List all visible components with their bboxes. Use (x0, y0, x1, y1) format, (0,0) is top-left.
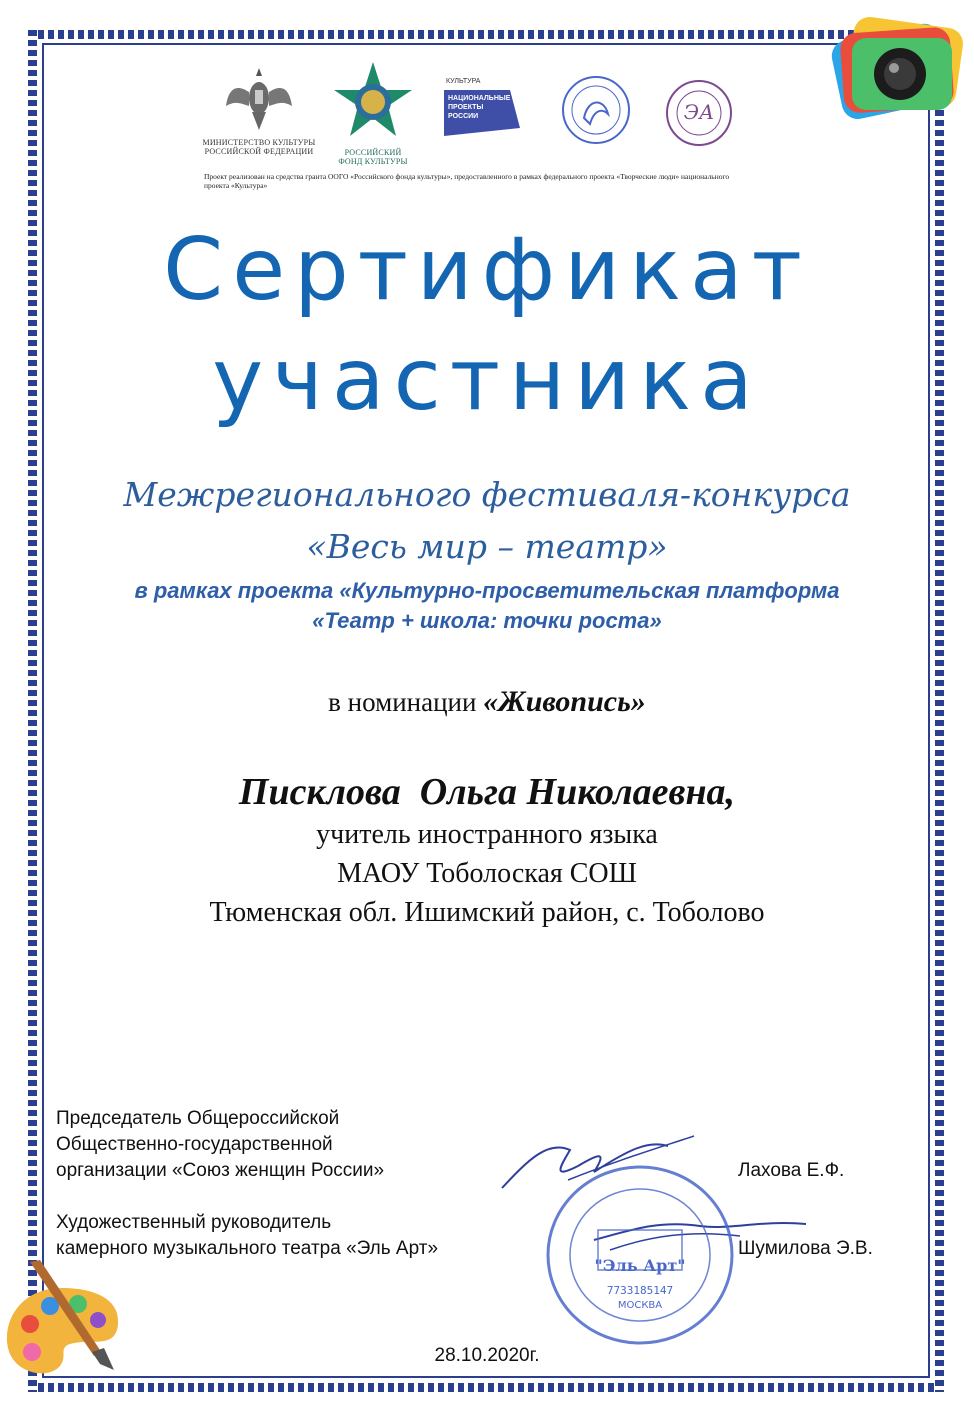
natproj-line3: ПРОЕКТЫ (448, 104, 484, 111)
stamp-center-text: "Эль Арт" (594, 1256, 686, 1275)
frame-inner-line (42, 1376, 930, 1378)
stamp-number: 7733185147 (606, 1284, 674, 1297)
issue-date: 28.10.2020г. (434, 1345, 540, 1366)
signer2-title-line: камерного музыкального театра «Эль Арт» (56, 1238, 439, 1259)
signer2-name: Шумилова Э.В. (738, 1238, 873, 1259)
certificate-title-line2: участника (212, 330, 762, 430)
grant-note: Проект реализован на средства гранта ООГО «Российского фонда культуры», предоставленного в рамках федерального проекта «Творческие люди» национального проекта «Культура» (204, 172, 730, 190)
signer1-title-line: Председатель Общероссийской (56, 1108, 340, 1129)
festival-line1: Межрегионального фестиваля-конкурса (123, 475, 851, 514)
natproj-line4: РОССИИ (448, 113, 479, 120)
nomination (0, 685, 974, 719)
natproj-line1: КУЛЬТУРА (446, 78, 481, 85)
recipient-school: МАОУ Тоболоская СОШ (337, 858, 637, 889)
theatre-monogram-seal (664, 78, 734, 148)
signer2-title-line: Художественный руководитель (56, 1212, 332, 1233)
recipient-location: Тюменская обл. Ишимский район, с. Тоболово (209, 897, 765, 928)
festival-line4: «Театр + школа: точки роста» (312, 608, 662, 633)
signer1-title-line: Общественно-государственной (56, 1134, 333, 1155)
stamp-city: МОСКВА (617, 1300, 663, 1311)
womens-union-seal-icon (560, 74, 632, 146)
signer2-title (56, 1210, 438, 1262)
national-projects-logo (440, 76, 524, 138)
fund-caption: РОССИЙСКИЙ ФОНД КУЛЬТУРЫ (338, 148, 408, 166)
theatre-monogram-text: ЭА (683, 100, 715, 124)
frame-bottom-border (28, 1383, 944, 1392)
nomination-name: «Живопись» (483, 685, 646, 718)
fund-star-emblem-icon (330, 60, 416, 146)
certificate-title-line1: Сертификат (163, 220, 811, 320)
ministry-caption: МИНИСТЕРСТВО КУЛЬТУРЫ РОССИЙСКОЙ ФЕДЕРАЦИИ (202, 138, 316, 156)
nomination-prefix: в номинации (328, 687, 477, 717)
signer1-title (56, 1106, 384, 1184)
eagle-emblem-icon (222, 62, 296, 136)
signer1-name: Лахова Е.Ф. (738, 1160, 845, 1181)
frame-inner-line (42, 43, 930, 45)
festival-line2: «Весь мир – театр» (306, 527, 668, 566)
natproj-line2: НАЦИОНАЛЬНЫЕ (448, 95, 511, 102)
frame-top-border (28, 30, 944, 39)
camera-app-icon (828, 12, 970, 130)
recipient-position: учитель иностранного языка (316, 819, 658, 850)
round-stamp (540, 1160, 740, 1350)
paint-palette-icon (0, 1258, 130, 1388)
festival-line3: в рамках проекта «Культурно-просветительская платформа (134, 578, 840, 603)
signer1-title-line: организации «Союз женщин России» (56, 1160, 385, 1181)
recipient-name: Писклова Ольга Николаевна, (238, 771, 736, 813)
